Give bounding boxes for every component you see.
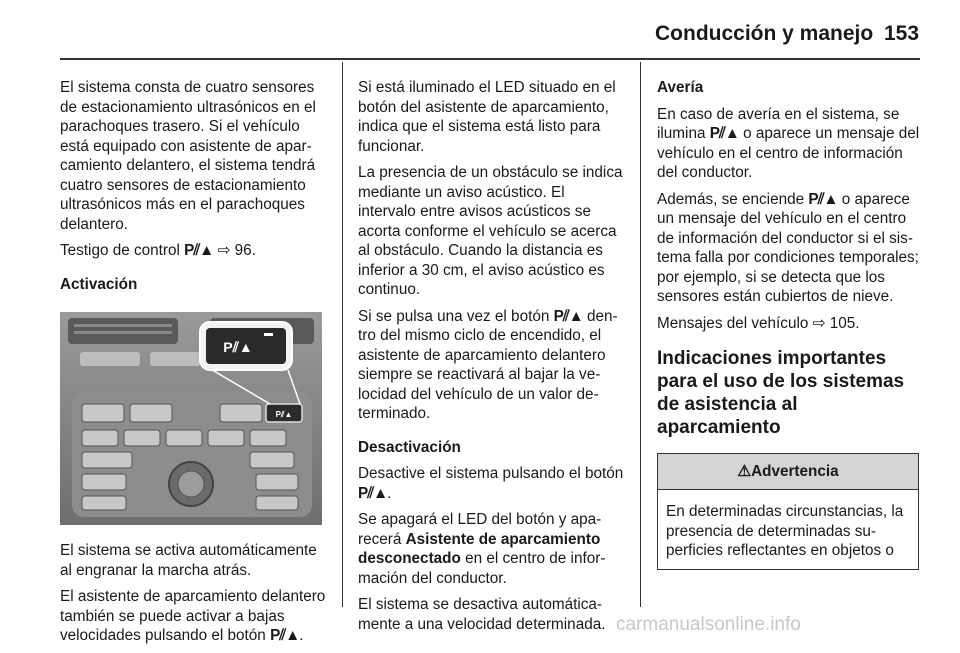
mensajes-line: Mensajes del vehículo ⇨ 105. — [657, 314, 860, 332]
warning-body: En determinadas circunstancias, la presencia de determinadas superficies reflectantes en objetos o — [666, 503, 904, 559]
page-header — [0, 0, 960, 58]
deactivate-paragraph-2: Se apagará el LED del botón y aparecerá Asistente de aparcamiento desconectado en el centro de información del conductor. — [358, 511, 606, 587]
page-number: 153 — [884, 22, 920, 45]
park-assist-symbol: P⫽▲ — [184, 242, 214, 259]
deactivate-paragraph-1: Desactive el sistema pulsando el botón P⫽▲. — [358, 465, 624, 502]
svg-text:P⫽▲: P⫽▲ — [223, 339, 253, 355]
park-assist-symbol: P⫽▲ — [553, 307, 583, 325]
intro-paragraph: El sistema consta de cuatro sensores de estacionamiento ultrasónicos en el parachoques trasero. Si el vehículo está equipado con asistente de aparcamiento delantero, el sistema tendrá cuatro sensores de estacionamiento ultrasónicos más en el parachoques delantero. — [60, 79, 316, 233]
testigo-line: Testigo de control P⫽▲ ⇨ 96. — [60, 242, 256, 259]
watermark: carmanualsonline.info — [616, 614, 801, 635]
warning-header — [658, 454, 918, 490]
activacion-heading: Activación — [60, 275, 138, 293]
page-reference: 96. — [234, 242, 256, 259]
park-assist-symbol: P⫽▲ — [358, 484, 388, 502]
button-paragraph: Si se pulsa una vez el botón P⫽▲ dentro del mismo ciclo de encendido, el asistente de aparcamiento delantero siempre se reactivará al bajar la velocidad del vehículo de un valor determinado. — [358, 307, 618, 422]
warning-triangle-icon: ⚠ — [737, 463, 752, 480]
header-rule — [60, 58, 920, 60]
reference-arrow-icon: ⇨ — [812, 314, 826, 332]
park-assist-symbol: P⫽▲ — [808, 190, 838, 208]
column-divider — [640, 62, 641, 607]
column-1 — [60, 78, 326, 653]
park-assist-symbol: P⫽▲ — [709, 125, 739, 142]
averia-heading: Avería — [657, 79, 704, 96]
section-heading: Indicaciones importantes para el uso de los sistemas de asistencia al aparcamiento — [657, 348, 905, 438]
column-divider — [342, 62, 343, 607]
warning-box — [657, 453, 919, 570]
console-photo — [60, 312, 322, 525]
reference-arrow-icon: ⇨ — [217, 242, 231, 259]
activation-paragraph-1: El sistema se activa automáticamente al engranar la marcha atrás. — [60, 542, 317, 579]
led-paragraph: Si está iluminado el LED situado en el botón del asistente de aparcamiento, indica que el sistema está listo para funcionar. — [358, 79, 616, 155]
svg-text:P⫽▲: P⫽▲ — [275, 410, 293, 419]
display-message: Asistente de aparcamiento desconectado — [358, 530, 601, 567]
deactivate-paragraph-3: El sistema se desactiva automáticamente a una velocidad determinada. — [358, 596, 606, 633]
desactivacion-heading: Desactivación — [358, 438, 461, 456]
park-assist-symbol: P⫽▲ — [270, 627, 300, 644]
warning-title: Advertencia — [751, 463, 839, 480]
averia-paragraph-1: En caso de avería en el sistema, se ilumina P⫽▲ o aparece un mensaje del vehículo en el centro de información del conductor. — [657, 105, 920, 181]
column-2 — [358, 78, 626, 641]
activation-paragraph-2: El asistente de aparcamiento delantero también se puede activar a bajas velocidades pulsando el botón P⫽▲. — [60, 588, 326, 644]
averia-paragraph-2: Además, se enciende P⫽▲ o aparece un mensaje del vehículo en el centro de información del conductor si el sistema falla por condiciones temporales; por ejemplo, si se detecta que los sensores están cubiertos de nieve. — [657, 190, 919, 305]
chapter-title: Conducción y manejo — [655, 22, 874, 45]
obstacle-paragraph: La presencia de un obstáculo se indica mediante un aviso acústico. El intervalo entre avisos acústicos se acorta conforme el vehículo se acerca al obstáculo. Cuando la distancia es inferior a 30 cm, el aviso acústico es continuo. — [358, 164, 623, 298]
page-reference: 105. — [829, 314, 860, 332]
column-3 — [657, 78, 921, 570]
